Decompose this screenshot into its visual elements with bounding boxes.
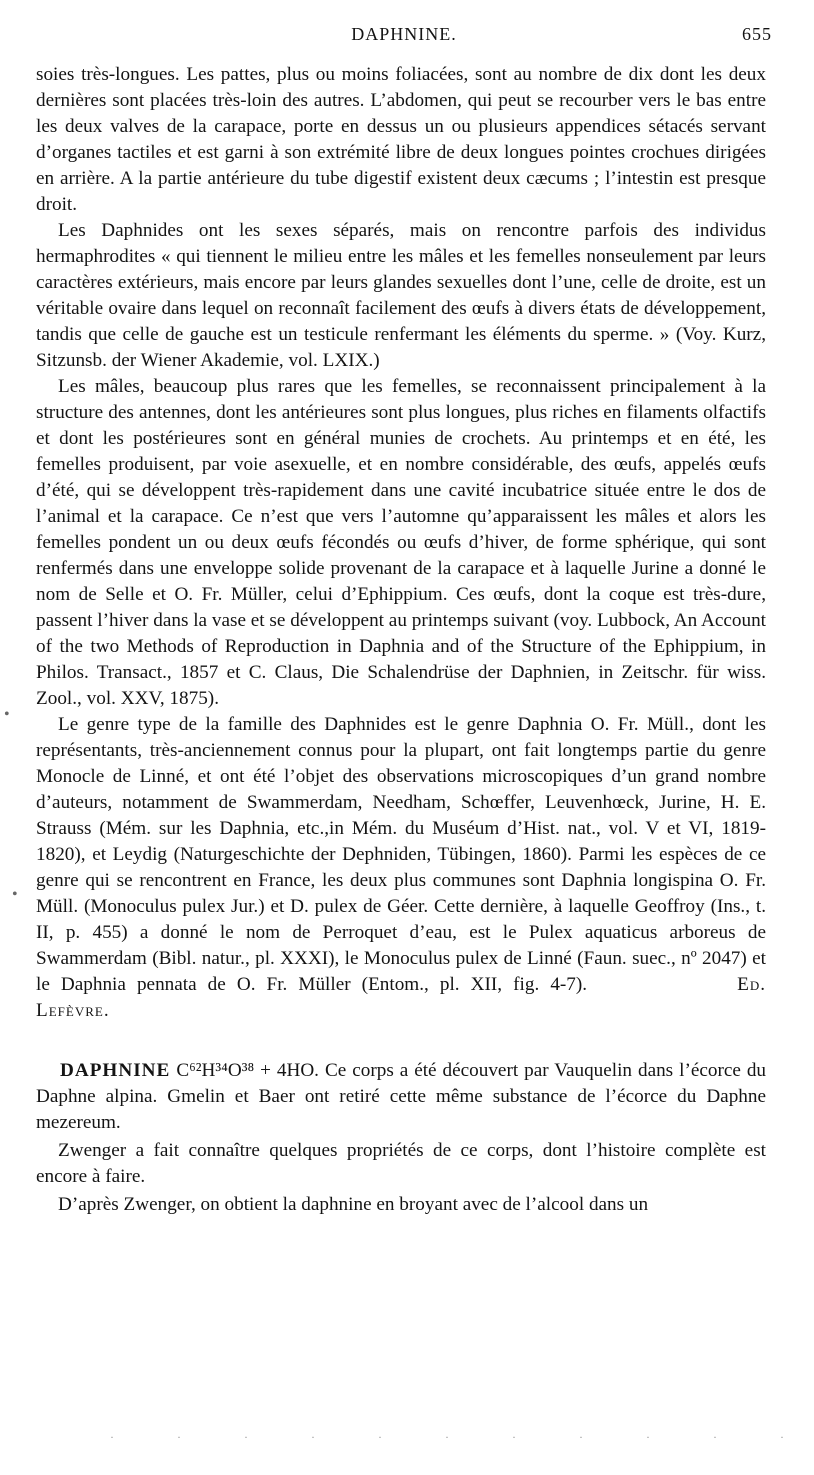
paragraph-3: Les mâles, beaucoup plus rares que les femelles, se reconnaissent principalement à la structure des antennes, dont les antérieures sont plus longues, plus riches en filaments olfactifs et dont les postérieures sont en général munies de crochets. Au printemps et en été, les femelles produisent, par voie asexuelle, et en nombre considérable, des œufs, appelés œufs d’été, qui se développent très-rapidement dans une cavité incubatrice située entre le dos de l’animal et la carapace. Ce n’est que vers l’automne qu’apparaissent les mâles et alors les femelles pondent un ou deux œufs fécondés ou œufs d’hiver, de forme sphérique, qui sont renfermés dans une enveloppe solide provenant de la carapace et à laquelle Jurine a donné le nom de Selle et O. Fr. Müller, celui d’Ephippium. Ces œufs, dont la coque est très-dure, passent l’hiver dans la vase et se développent au printemps suivant (voy. Lubbock, An Account of the two Methods of Reproduction in Daphnia and of the Structure of the Ephippium, in Philos. Transact., 1857 et C. Claus, Die Schalendrüse der Daphnien, in Zeitschr. für wiss. Zool., vol. XXV, 1875). [36, 376, 766, 709]
paragraph-4 [36, 712, 766, 1024]
running-header [36, 24, 772, 54]
chemical-formula: C⁶²H³⁴O³⁸ + 4HO. [176, 1060, 319, 1081]
paragraph-zwenger-1: Zwenger a fait connaître quelques propriétés de ce corps, dont l’histoire complète est encore à faire. [36, 1140, 766, 1187]
article-headword: DAPHNINE [60, 1060, 171, 1081]
page-number: 655 [742, 24, 772, 44]
text-body [36, 62, 766, 1218]
margin-speck: • [4, 706, 10, 723]
paragraph-1: soies très-longues. Les pattes, plus ou moins foliacées, sont au nombre de dix dont les deux dernières sont placées très-loin des autres. L’abdomen, qui peut se recourber vers le bas entre les deux valves de la carapace, porte en dessus un ou plusieurs appendices sétacés servant d’organes tactiles et est garni à son extrémité libre de deux longues pointes crochues dirigées en arrière. A la partie antérieure du tube digestif existent deux cæcums ; l’intestin est presque droit. [36, 64, 766, 215]
article-text: Ce corps a été découvert par Vauquelin dans l’écorce du Daphne alpina. Gmelin et Baer ont retiré cette même substance de l’écorce du Daphne mezereum. [36, 1060, 767, 1133]
article-daphnine [36, 1058, 766, 1136]
running-title: DAPHNINE. [351, 24, 457, 44]
author-signature: Ed. Lefèvre. [36, 974, 766, 1021]
paragraph-zwenger-2: D’après Zwenger, on obtient la daphnine en broyant avec de l’alcool dans un [58, 1194, 649, 1215]
paragraph-2: Les Daphnides ont les sexes séparés, mais on rencontre parfois des individus hermaphrodites « qui tiennent le milieu entre les mâles et les femelles nonseulement par leurs caractères extérieurs, mais encore par leurs glandes sexuelles dont l’une, celle de droite, est un véritable ovaire dans lequel on reconnaît facilement des œufs à divers états de développement, tandis que celle de gauche est un testicule renfermant les éléments du sperme. » (Voy. Kurz, Sitzunsb. der Wiener Akademie, vol. LXIX.) [36, 220, 766, 371]
bottom-speckles: · · · · · · · · · · · [110, 1430, 814, 1444]
margin-speck: • [12, 886, 18, 903]
paragraph-4-text: Le genre type de la famille des Daphnides est le genre Daphnia O. Fr. Müll., dont les représentants, très-anciennement connus pour la plupart, ont fait longtemps partie du genre Monocle de Linné, et ont été l’objet des observations microscopiques d’un grand nombre d’auteurs, notamment de Swammerdam, Needham, Schœffer, Leuvenhœck, Jurine, H. E. Strauss (Mém. sur les Daphnia, etc.,in Mém. du Muséum d’Hist. nat., vol. V et VI, 1819-1820), et Leydig (Naturgeschichte der Dephniden, Tübingen, 1860). Parmi les espèces de ce genre qui se rencontrent en France, les deux plus communes sont Daphnia longispina O. Fr. Müll. (Monoculus pulex Jur.) et D. pulex de Géer. Cette dernière, à laquelle Geoffroy (Ins., t. II, p. 455) a donné le nom de Perroquet d’eau, est le Pulex aquaticus arboreus de Swammerdam (Bibl. natur., pl. XXXI), le Monoculus pulex de Linné (Faun. suec., nº 2047) et le Daphnia pennata de O. Fr. Müller (Entom., pl. XII, fig. 4-7). [36, 714, 766, 995]
